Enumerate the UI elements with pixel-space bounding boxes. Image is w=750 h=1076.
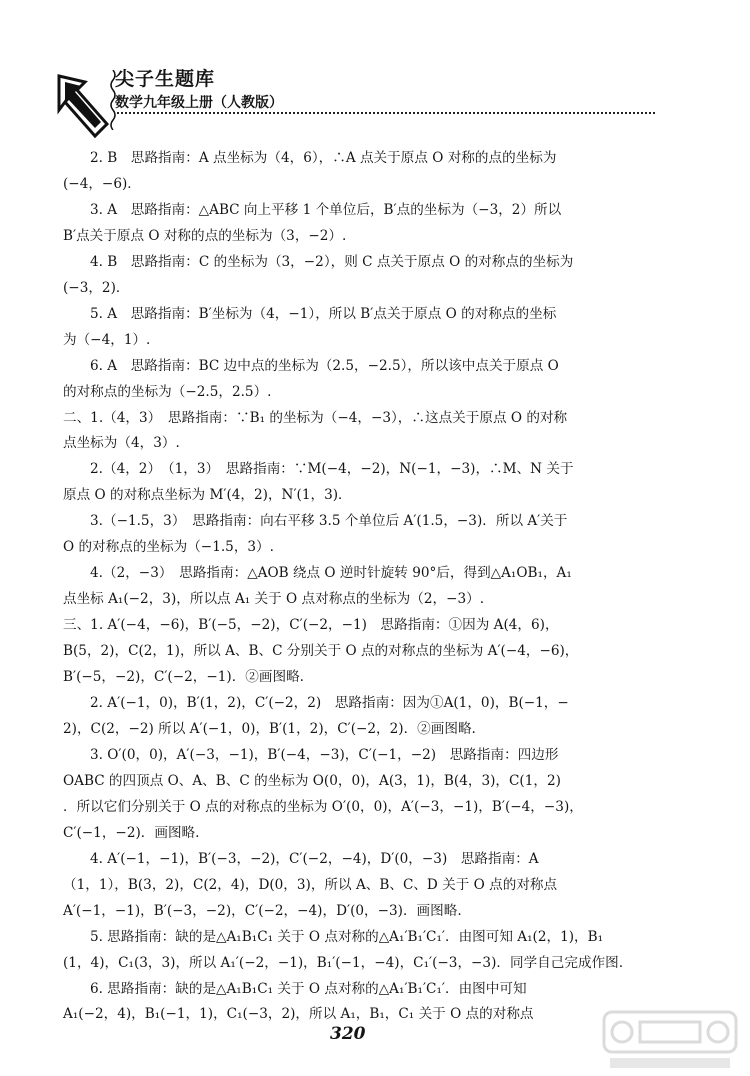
content-line: 2. A′(−1，0)，B′(1，2)，C′(−2，2) 思路指南：因为①A(1，0)，B(−1，− (90, 695, 569, 712)
content-line: C′(−1，−2)．画图略. (63, 824, 200, 841)
content-line: B′点关于原点 O 对称的点的坐标为（3，−2）. (63, 227, 347, 244)
content-line: 3.（−1.5，3） 思路指南：向右平移 3.5 个单位后 A′(1.5，−3)．所以 A′关于 (90, 513, 568, 530)
content-line: OABC 的四顶点 O、A、B、C 的坐标为 O(0，0)，A(3，1)，B(4，3)，C(1，2) (63, 772, 561, 789)
content-line: 2.（4，2） （1，3） 思路指南：∵M(−4，−2)，N(−1，−3)，∴M、N 关于 (90, 461, 574, 478)
content-line: ．所以它们分别关于 O 点的对称点的坐标为 O′(0，0)，A′(−3，−1)，B′(−4，−3)， (63, 798, 583, 815)
header-dotted-rule (117, 112, 655, 114)
content-line: 2)，C(2，−2) 所以 A′(−1，0)，B′(1，2)，C′(−2，2)．②画图略. (63, 720, 476, 737)
content-line: 2. B 思路指南：A 点坐标为（4，6），∴A 点关于原点 O 对称的点的坐标为 (90, 150, 557, 166)
content-line: 3. O′(0，0)，A′(−3，−1)，B′(−4，−3)，C′(−1，−2) 思路指南：四边形 (90, 746, 559, 763)
content-line: 4. A′(−1，−1)，B′(−3，−2)，C′(−2，−4)，D′(0，−3) 思路指南：A (90, 850, 539, 867)
content-line: （1，1），B(3，2)，C(2，4)，D(0，3)，所以 A、B、C、D 关于 O 点的对称点 (63, 876, 558, 893)
content-line: 6. A 思路指南：BC 边中点的坐标为（2.5，−2.5），所以该中点关于原点 O (90, 357, 559, 374)
content-line: B′(−5，−2)，C′(−2，−1)．②画图略. (63, 669, 305, 686)
content-line: A₁(−2，4)，B₁(−1，1)，C₁(−3，2)，所以 A₁，B₁，C₁ 关于 O 点的对称点 (63, 1006, 534, 1023)
content-line: 的对称点的坐标为（−2.5，2.5）. (63, 383, 272, 400)
page-header (55, 62, 655, 142)
content-line: (1，4)，C₁(3，3)，所以 A₁′(−2，−1)，B₁′(−1，−4)，C₁′(−3，−3)．同学自己完成作图. (63, 954, 624, 971)
book-subtitle: 数学九年级上册（人教版） (115, 95, 283, 111)
arrow-logo-icon (55, 72, 111, 142)
content-line: 点坐标为（4，3）. (63, 435, 180, 452)
content-line: O 的对称点的坐标为（−1.5，3）. (63, 539, 274, 556)
content-line: 为（−4，1）. (63, 331, 151, 348)
content-line: 5. A 思路指南：B′坐标为（4，−1），所以 B′点关于原点 O 的对称点的坐标 (90, 305, 557, 322)
content-line: (−3，2)． (63, 279, 130, 296)
content-line: 三、1. A′(−4，−6)，B′(−5，−2)，C′(−2，−1) 思路指南：①因为 A(4，6)， (63, 617, 559, 634)
content-line: 4. B 思路指南：C 的坐标为（3，−2），则 C 点关于原点 O 的对称点的坐标为 (90, 253, 574, 270)
content-line: 6. 思路指南：缺的是△A₁B₁C₁ 关于 O 点对称的△A₁′B₁′C₁′．由图中可知 (90, 980, 527, 997)
page-number: 320 (330, 1024, 366, 1044)
content-line: 3. A 思路指南：△ABC 向上平移 1 个单位后，B′点的坐标为（−3，2）所以 (90, 201, 562, 218)
watermark-logo-icon (600, 1008, 740, 1074)
content-line: 点坐标 A₁(−2，3)，所以点 A₁ 关于 O 点对称点的坐标为（2，−3）. (63, 591, 485, 608)
content-line: 二、1.（4，3） 思路指南：∵B₁ 的坐标为（−4，−3），∴这点关于原点 O 的对称 (63, 409, 568, 426)
answer-content (63, 146, 663, 1028)
content-line: 原点 O 的对称点坐标为 M′(4，2)，N′(1，3)． (63, 487, 352, 504)
book-title: 尖子生题库 (115, 68, 216, 90)
content-line: B(5，2)，C(2，1)，所以 A、B、C 分别关于 O 点的对称点的坐标为 A′(−4，−6)， (63, 643, 579, 660)
content-line: 5. 思路指南：缺的是△A₁B₁C₁ 关于 O 点对称的△A₁′B₁′C₁′．由图可知 A₁(2，1)，B₁ (90, 928, 604, 945)
content-line: (−4，−6)． (63, 175, 141, 192)
content-line: A′(−1，−1)，B′(−3，−2)，C′(−2，−4)，D′(0，−3)．画图略. (63, 902, 462, 919)
content-line: 4.（2，−3） 思路指南：△AOB 绕点 O 逆时针旋转 90°后，得到△A₁OB₁，A₁ (90, 565, 572, 582)
